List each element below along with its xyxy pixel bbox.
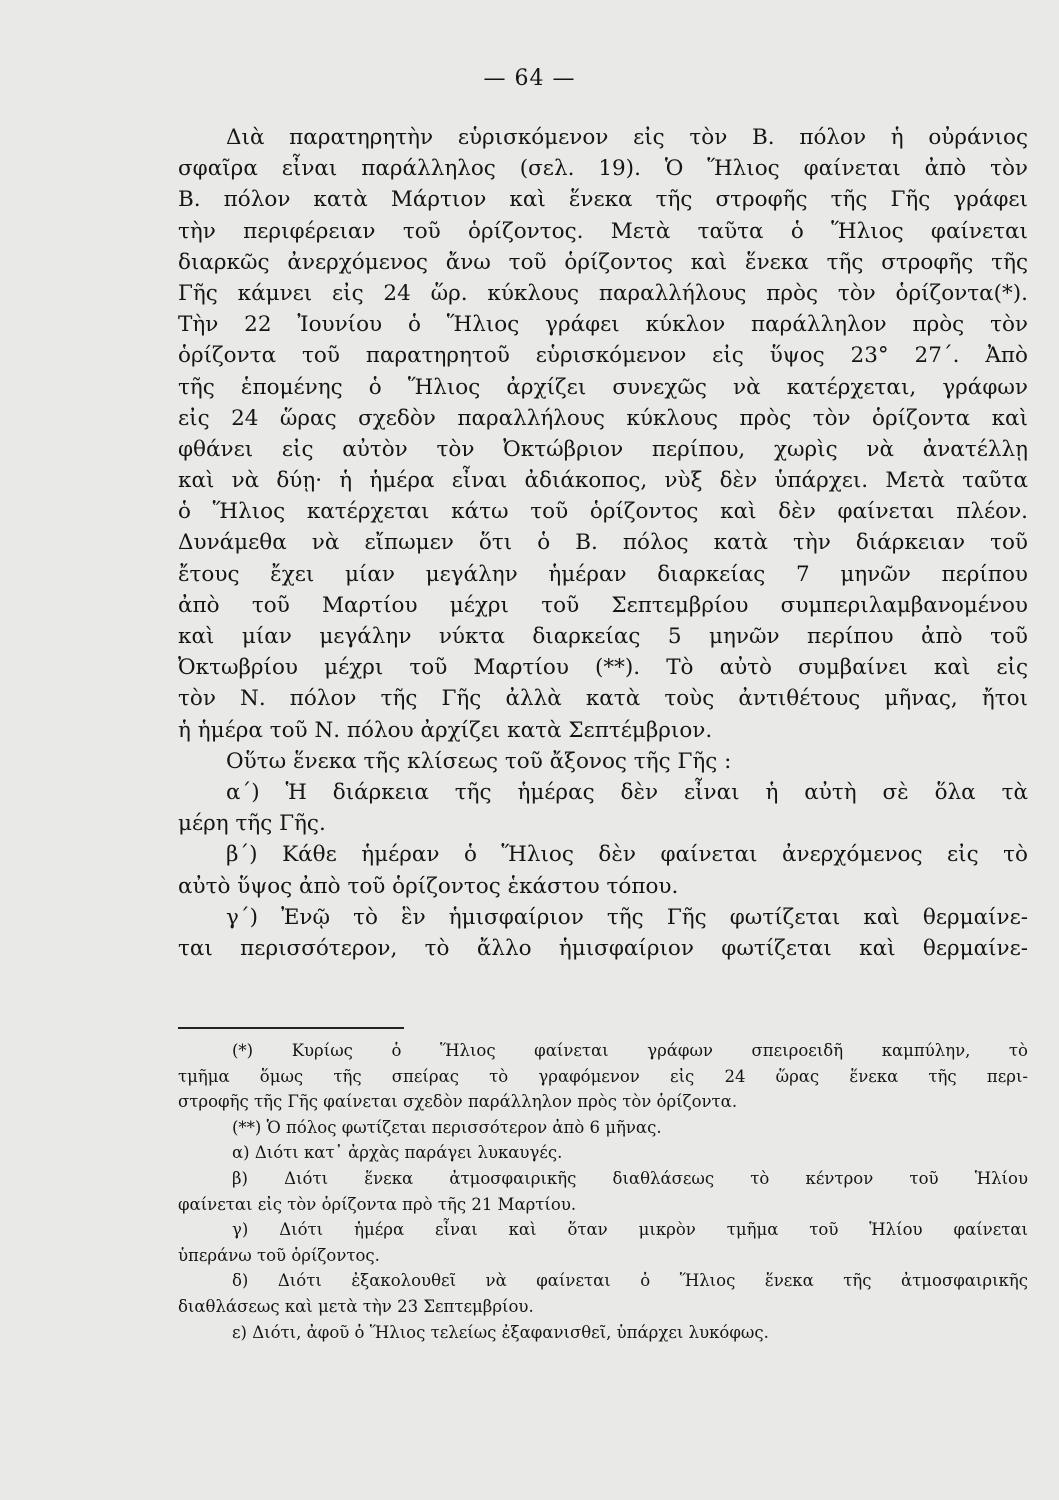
text-line: τὴν περιφέρειαν τοῦ ὁρίζοντος. Μετὰ ταῦτα ὁ Ἥλιος φαίνεται bbox=[178, 218, 1028, 244]
footnote-line: διαθλάσεως καὶ μετὰ τὴν 23 Σεπτεμβρίου. bbox=[178, 1296, 534, 1316]
footnote-line: α) Διότι κατ᾽ ἀρχὰς παράγει λυκαυγές. bbox=[232, 1143, 563, 1163]
main-text bbox=[178, 122, 1028, 964]
text-line: τῆς ἑπομένης ὁ Ἥλιος ἀρχίζει συνεχῶς νὰ κατέρχεται, γράφων bbox=[178, 374, 1028, 400]
page-number: — 64 — bbox=[483, 66, 576, 91]
text-line: ἔτους ἔχει μίαν μεγάλην ἡμέραν διαρκείας 7 μηνῶν περίπου bbox=[178, 561, 1028, 587]
text-line: εἰς 24 ὥρας σχεδὸν παραλλήλους κύκλους πρὸς τὸν ὁρίζοντα καὶ bbox=[178, 405, 1028, 431]
text-line: Οὕτω ἕνεκα τῆς κλίσεως τοῦ ἄξονος τῆς Γῆς : bbox=[226, 748, 732, 774]
text-line: α΄) Ἡ διάρκεια τῆς ἡμέρας δὲν εἶναι ἡ αὐτὴ σὲ ὅλα τὰ bbox=[226, 779, 1028, 805]
footnotes bbox=[178, 1038, 1028, 1345]
text-line: Γῆς κάμνει εἰς 24 ὥρ. κύκλους παραλλήλους πρὸς τὸν ὁρίζοντα(*). bbox=[178, 280, 1028, 306]
text-line: καὶ μίαν μεγάλην νύκτα διαρκείας 5 μηνῶν περίπου ἀπὸ τοῦ bbox=[178, 624, 1028, 649]
text-line: τὸν Ν. πόλον τῆς Γῆς ἀλλὰ κατὰ τοὺς ἀντιθέτους μῆνας, ἤτοι bbox=[178, 686, 1028, 712]
text-line: γ΄) Ἐνῷ τὸ ἓν ἡμισφαίριον τῆς Γῆς φωτίζεται καὶ θερμαίνε- bbox=[226, 904, 1028, 930]
text-line: καὶ νὰ δύῃ· ἡ ἡμέρα εἶναι ἀδιάκοπος, νὺξ δὲν ὑπάρχει. Μετὰ ταῦτα bbox=[178, 468, 1028, 494]
footnote-line: ε) Διότι, ἀφοῦ ὁ Ἥλιος τελείως ἐξαφανισθεῖ, ὑπάρχει λυκόφως. bbox=[232, 1322, 769, 1342]
text-line: ται περισσότερον, τὸ ἄλλο ἡμισφαίριον φωτίζεται καὶ θερμαίνε- bbox=[178, 935, 1028, 961]
text-line: φθάνει εἰς αὐτὸν τὸν Ὀκτώβριον περίπου, χωρὶς νὰ ἀνατέλλῃ bbox=[178, 436, 1028, 462]
footnote-line: β) Διότι ἕνεκα ἀτμοσφαιρικῆς διαθλάσεως τὸ κέντρον τοῦ Ἡλίου bbox=[232, 1168, 1028, 1188]
footnote-line: (*) Κυρίως ὁ Ἥλιος φαίνεται γράφων σπειροειδῆ καμπύλην, τὸ bbox=[232, 1041, 1028, 1060]
text-line: Διὰ παρατηρητὴν εὑρισκόμενον εἰς τὸν Β. πόλον ἡ οὐράνιος bbox=[226, 125, 1028, 150]
footnote-line: στροφῆς τῆς Γῆς φαίνεται σχεδὸν παράλληλον πρὸς τὸν ὁρίζοντα. bbox=[178, 1092, 738, 1112]
text-line: ὁρίζοντα τοῦ παρατηρητοῦ εὑρισκόμενον εἰς ὕψος 23° 27΄. Ἀπὸ bbox=[178, 343, 1028, 369]
text-line: Β. πόλον κατὰ Μάρτιον καὶ ἕνεκα τῆς στροφῆς τῆς Γῆς γράφει bbox=[178, 187, 1028, 213]
text-line: σφαῖρα εἶναι παράλληλος (σελ. 19). Ὁ Ἥλιος φαίνεται ἀπὸ τὸν bbox=[178, 156, 1028, 182]
footnote-line: γ) Διότι ἡμέρα εἶναι καὶ ὅταν μικρὸν τμῆμα τοῦ Ἡλίου φαίνεται bbox=[232, 1220, 1028, 1240]
text-line: Δυνάμεθα νὰ εἴπωμεν ὅτι ὁ Β. πόλος κατὰ τὴν διάρκειαν τοῦ bbox=[178, 530, 1028, 556]
text-line: ἡ ἡμέρα τοῦ Ν. πόλου ἀρχίζει κατὰ Σεπτέμβριον. bbox=[178, 717, 713, 743]
text-line: αὐτὸ ὕψος ἀπὸ τοῦ ὁρίζοντος ἑκάστου τόπου. bbox=[178, 873, 679, 899]
footnote-divider bbox=[178, 1027, 404, 1029]
footnote-line: φαίνεται εἰς τὸν ὁρίζοντα πρὸ τῆς 21 Μαρτίου. bbox=[178, 1194, 577, 1214]
footnote-line: δ) Διότι ἐξακολουθεῖ νὰ φαίνεται ὁ Ἥλιος ἕνεκα τῆς ἀτμοσφαιρικῆς bbox=[232, 1271, 1028, 1291]
footnote-line: τμῆμα ὅμως τῆς σπείρας τὸ γραφόμενον εἰς 24 ὥρας ἕνεκα τῆς περι- bbox=[178, 1066, 1028, 1086]
text-line: ὁ Ἥλιος κατέρχεται κάτω τοῦ ὁρίζοντος καὶ δὲν φαίνεται πλέον. bbox=[178, 499, 1028, 525]
text-line: μέρη τῆς Γῆς. bbox=[178, 811, 326, 837]
text-line: β΄) Κάθε ἡμέραν ὁ Ἥλιος δὲν φαίνεται ἀνερχόμενος εἰς τὸ bbox=[226, 842, 1028, 868]
text-line: ἀπὸ τοῦ Μαρτίου μέχρι τοῦ Σεπτεμβρίου συμπεριλαμβανομένου bbox=[178, 592, 1028, 618]
footnote-line: ὑπεράνω τοῦ ὁρίζοντος. bbox=[178, 1245, 380, 1265]
text-line: Ὀκτωβρίου μέχρι τοῦ Μαρτίου (**). Τὸ αὐτὸ συμβαίνει καὶ εἰς bbox=[178, 655, 1028, 681]
text-line: Τὴν 22 Ἰουνίου ὁ Ἥλιος γράφει κύκλον παράλληλον πρὸς τὸν bbox=[178, 312, 1028, 338]
text-line: διαρκῶς ἀνερχόμενος ἄνω τοῦ ὁρίζοντος καὶ ἕνεκα τῆς στροφῆς τῆς bbox=[178, 249, 1028, 275]
footnote-line: (**) Ὁ πόλος φωτίζεται περισσότερον ἀπὸ 6 μῆνας. bbox=[232, 1117, 662, 1137]
